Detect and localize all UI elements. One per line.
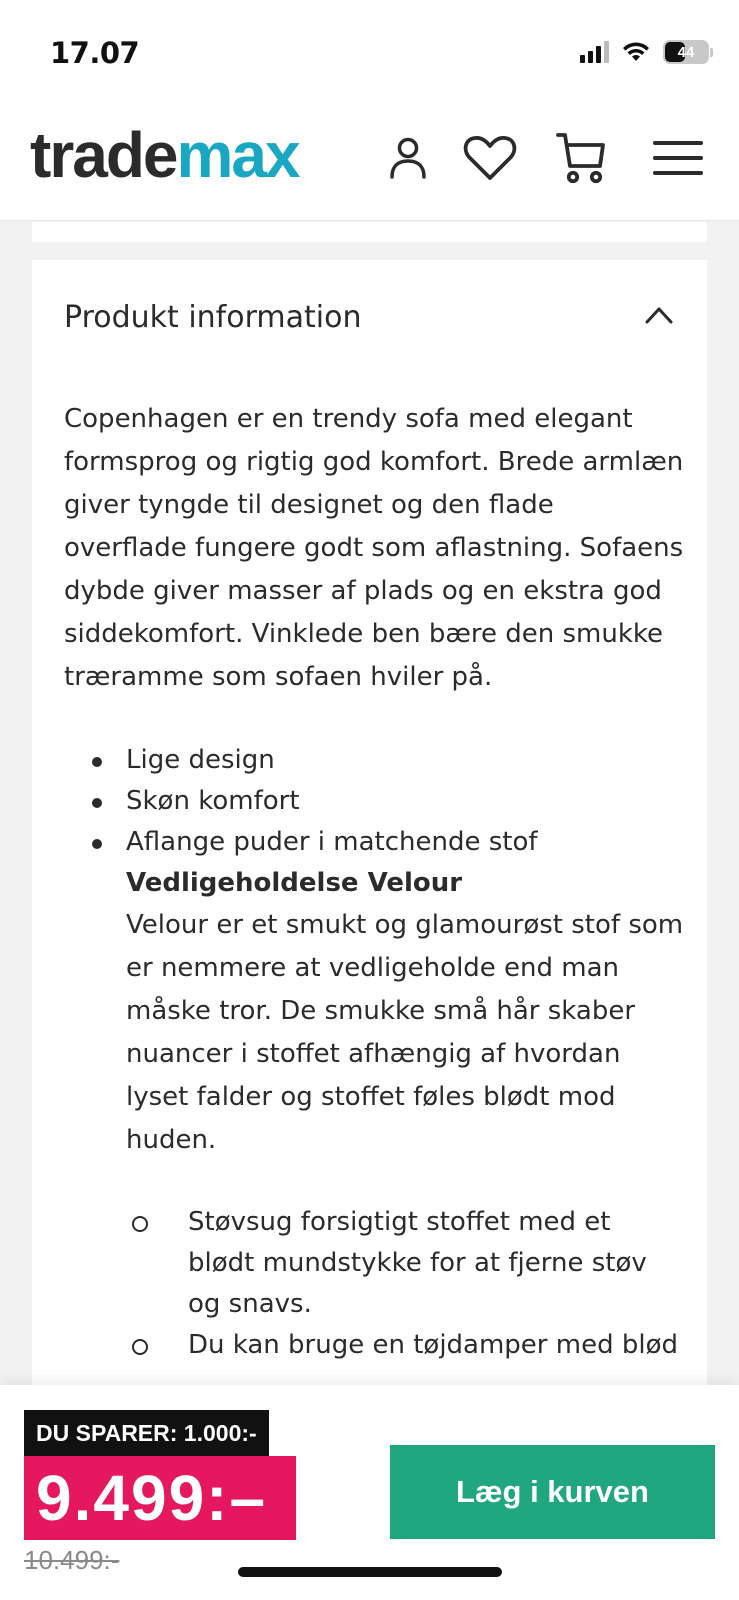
wifi-icon: [621, 41, 651, 63]
savings-badge: DU SPARER: 1.000:-: [24, 1410, 269, 1456]
care-tip-item: Støvsug forsigtigt stoffet med et blødt mundstykke for at fjerne støv og snavs.: [126, 1202, 684, 1325]
care-block: [64, 863, 684, 1366]
purchase-bar: [0, 1385, 739, 1600]
product-information-header[interactable]: [32, 300, 707, 350]
feature-item: Skøn komfort: [64, 781, 684, 822]
status-icons: [580, 40, 713, 64]
care-tips-list: [126, 1202, 684, 1366]
cart-button[interactable]: [553, 130, 609, 186]
trademax-logo[interactable]: [30, 118, 299, 192]
logo-text-max: max: [176, 119, 299, 191]
wishlist-button[interactable]: [462, 130, 518, 186]
home-indicator[interactable]: [238, 1567, 502, 1577]
chevron-up-icon[interactable]: [645, 306, 673, 324]
site-header: [0, 96, 739, 221]
feature-item: Lige design: [64, 740, 684, 781]
logo-text-trade: trade: [30, 119, 177, 191]
care-heading: Vedligeholdelse Velour: [126, 868, 463, 898]
status-time: 17.07: [50, 36, 140, 70]
battery-icon: [663, 40, 709, 64]
care-text: Velour er et smukt og glamourøst stof som er nemmere at vedligeholde end man måske tror. De smukke små hår skaber nuancer i stoffet afhængig af hvordan lyset falder og stoffet føles blødt mod huden.: [126, 910, 684, 1155]
current-price: 9.499:–: [24, 1456, 296, 1540]
status-bar: [0, 0, 739, 96]
hamburger-menu-icon: [653, 139, 703, 177]
product-information-card: [32, 260, 707, 1400]
previous-card-edge: [32, 222, 707, 242]
heart-icon: [463, 135, 517, 181]
menu-button[interactable]: [650, 130, 706, 186]
care-tip-item: Du kan bruge en tøjdamper med blød: [126, 1325, 684, 1366]
shopping-cart-icon: [556, 132, 606, 184]
old-price: 10.499:-: [24, 1545, 120, 1575]
feature-list: [64, 740, 684, 1366]
add-to-cart-button[interactable]: Læg i kurven: [390, 1445, 715, 1539]
section-title: Produkt information: [64, 300, 362, 335]
user-icon: [388, 136, 428, 180]
account-button[interactable]: [380, 130, 436, 186]
product-description: Copenhagen er en trendy sofa med elegant formsprog og rigtig god komfort. Brede armlæn giver tyngde til designet og den flade overflade fungere godt som aflastning. Sofaens dybde giver masser af plads og en ekstra god siddekomfort. Vinklede ben bære den smukke træramme som sofaen hviler på.: [64, 404, 684, 692]
battery-level: 44: [677, 43, 695, 61]
cellular-signal-icon: [580, 41, 609, 63]
feature-item: Aflange puder i matchende stof: [64, 822, 684, 863]
